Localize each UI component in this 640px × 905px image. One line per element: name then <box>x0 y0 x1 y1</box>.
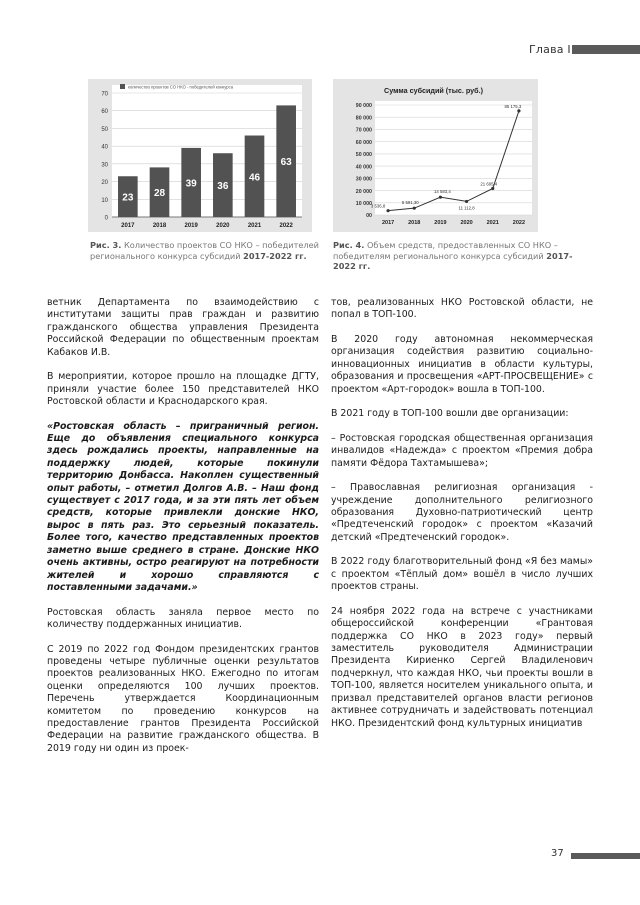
plot-area <box>112 85 302 217</box>
x-tick-label: 2022 <box>512 220 526 226</box>
right-paragraph-1: тов, реализованных НКО Ростовской области, не попал в ТОП-100. <box>331 297 593 321</box>
plot-area <box>375 101 532 215</box>
line-chart-svg <box>333 79 538 232</box>
figure-4-caption-label: Рис. 4. <box>333 240 365 250</box>
y-tick-label: 60 <box>101 109 108 116</box>
y-tick-label: 20 000 <box>355 188 372 195</box>
x-tick-label: 2018 <box>152 223 167 229</box>
figure-4-caption-text: Объем средств, предоставленных СО НКО – победителям регионального конкурса субсидий <box>333 240 558 261</box>
figure-3-caption-text: Количество проектов СО НКО – победителей регионального конкурса субсидий <box>90 240 319 261</box>
right-paragraph-2: В 2020 году автономная некоммерческая организация содействия развитию социально-инновационных инициатив в области культуры, образования и просвещения «АРТ-ПРОСВЕЩЕНИЕ» с проектом «Арт-городок» вошла в ТОП-100. <box>331 334 593 395</box>
bar-data-label: 63 <box>280 157 292 169</box>
figure-3-caption <box>90 240 320 261</box>
point-data-label: 85 175,3 <box>504 103 522 109</box>
legend-label: количество проектов СО НКО - победителей конкурса <box>128 84 234 90</box>
figure-3-caption-label: Рис. 3. <box>90 240 122 250</box>
y-tick-label: 70 <box>101 91 108 98</box>
y-tick-label: 70 000 <box>355 127 372 134</box>
bar-chart-svg <box>88 79 312 232</box>
x-tick-label: 2019 <box>434 220 447 226</box>
bar-data-label: 36 <box>217 181 229 193</box>
data-point-2018 <box>413 207 416 210</box>
figure-3-bar-chart <box>88 79 312 232</box>
x-tick-label: 2021 <box>247 223 262 229</box>
right-list-item-2: – Православная религиозная организация - учреждение дополнительного религиозного образования Духовно-патриотический центр «Предтеченский городок» с проектом «Казачий детский «Предтеченский городок». <box>331 482 593 543</box>
bar-data-label: 39 <box>185 178 197 190</box>
figure-4-caption-years: 2017-2022 гг. <box>333 250 573 271</box>
y-tick-label: 0 <box>104 215 108 222</box>
y-tick-label: 40 <box>101 144 108 151</box>
y-tick-label: 20 <box>101 180 108 187</box>
y-tick-label: 80 000 <box>355 115 372 122</box>
chart-title: Сумма субсидий (тыс. руб.) <box>384 86 483 95</box>
x-tick-label: 2020 <box>216 223 230 229</box>
point-data-label: 5 591,30 <box>401 200 419 206</box>
right-paragraph-7: 24 ноября 2022 года на встрече с участниками общероссийской конференции «Грантовая поддержка СО НКО в 2023 году» первый заместитель руководителя Администрации Президента Кириенко Сергей Владиленович подчеркнул, что каждая НКО, чьи проекты вошли в ТОП-100, является носителем уникального опыта, и призвал представителей органов власти регионов активнее сотрудничать и задействовать потенциал НКО. Президентский фонд культурных инициатив <box>331 605 593 729</box>
right-paragraph-3: В 2021 году в ТОП-100 вошли две организации: <box>331 408 569 420</box>
x-tick-label: 2020 <box>460 220 473 226</box>
y-tick-label: 10 000 <box>355 200 372 207</box>
y-tick-label: 30 000 <box>355 176 372 183</box>
left-paragraph-5: С 2019 по 2022 год Фондом президентских грантов проведены четыре публичные оценки результатов проектов реализованных НКО. Ежегодно по итогам оценки определяются 100 лучших проектов. Перечень утверждается Координационным комитетом по проведению конкурсов на предоставление грантов Президента Российской Федерации на развитие гражданского общества. В 2019 году ни один из проек- <box>47 643 319 754</box>
data-point-2020 <box>465 200 468 203</box>
point-data-label: 3 536,8 <box>370 203 386 209</box>
right-list-item-1: – Ростовская городская общественная организация инвалидов «Надежда» с проектом «Премия добра памяти Фёдора Тахтамышева»; <box>331 432 593 469</box>
x-tick-label: 2021 <box>486 220 499 226</box>
data-point-2022 <box>517 109 520 112</box>
left-paragraph-1: ветник Департамента по взаимодействию с институтами защиты прав граждан и развитию гражданского общества управления Президента Российской Федерации по общественным проектам Кабаков И.В. <box>47 297 319 358</box>
point-data-label: 11 112,8 <box>458 205 475 211</box>
y-tick-label: 00 <box>366 213 372 220</box>
x-tick-label: 2018 <box>408 220 421 226</box>
legend-swatch <box>120 84 125 89</box>
figure-4-caption <box>333 240 573 272</box>
y-tick-label: 50 000 <box>355 152 372 159</box>
y-tick-label: 40 000 <box>355 164 372 171</box>
chapter-title: Глава I <box>529 43 571 56</box>
y-tick-label: 90 000 <box>355 103 372 110</box>
figure-3-caption-years: 2017-2022 гг. <box>243 250 307 261</box>
y-tick-label: 10 <box>101 197 108 204</box>
header-bar <box>572 45 640 54</box>
right-column <box>331 297 593 742</box>
footer-bar <box>571 853 640 859</box>
data-point-2021 <box>491 187 494 190</box>
point-data-label: 21 695,4 <box>480 181 498 187</box>
left-column <box>47 297 319 767</box>
bar-data-label: 46 <box>248 172 261 184</box>
left-paragraph-4: Ростовская область заняла первое место по количеству поддержанных инициатив. <box>47 606 319 630</box>
page-number: 37 <box>551 848 564 859</box>
data-point-2017 <box>386 209 389 212</box>
bar-data-label: 23 <box>122 192 134 204</box>
y-tick-label: 60 000 <box>355 139 372 146</box>
bar-data-label: 28 <box>153 188 166 200</box>
x-tick-label: 2017 <box>121 223 135 229</box>
figure-4-line-chart <box>333 79 538 232</box>
left-paragraph-2: В мероприятии, которое прошло на площадке ДГТУ, приняли участие более 150 представителей НКО Ростовской области и Краснодарского края. <box>47 371 319 408</box>
data-point-2019 <box>439 196 442 199</box>
y-tick-label: 50 <box>101 126 108 133</box>
right-paragraph-6: В 2022 году благотворительный фонд «Я без мамы» с проектом «Тёплый дом» вошёл в число лучших проектов страны. <box>331 556 593 593</box>
x-tick-label: 2019 <box>184 223 198 229</box>
point-data-label: 14 583,4 <box>434 189 451 195</box>
y-tick-label: 30 <box>101 162 108 169</box>
x-tick-label: 2017 <box>381 220 395 226</box>
x-tick-label: 2022 <box>279 223 293 229</box>
left-quote: «Ростовская область – приграничный регион. Еще до объявления специального конкурса здесь рождались проекты, направленные на поддержку людей, которые покинули территорию Донбасса. Накоплен существенный опыт работы, – отметил Долгов А.В. – Наш фонд существует с 2017 года, и за эти пять лет объем средств, которые привлекли донские НКО, вырос в пять раз. Это серьезный показатель. Более того, качество представленных проектов заметно выше среднего в стране. Донские НКО очень активны, остро реагируют на потребности жителей и хорошо справляются с поставленными задачами.» <box>47 420 319 593</box>
